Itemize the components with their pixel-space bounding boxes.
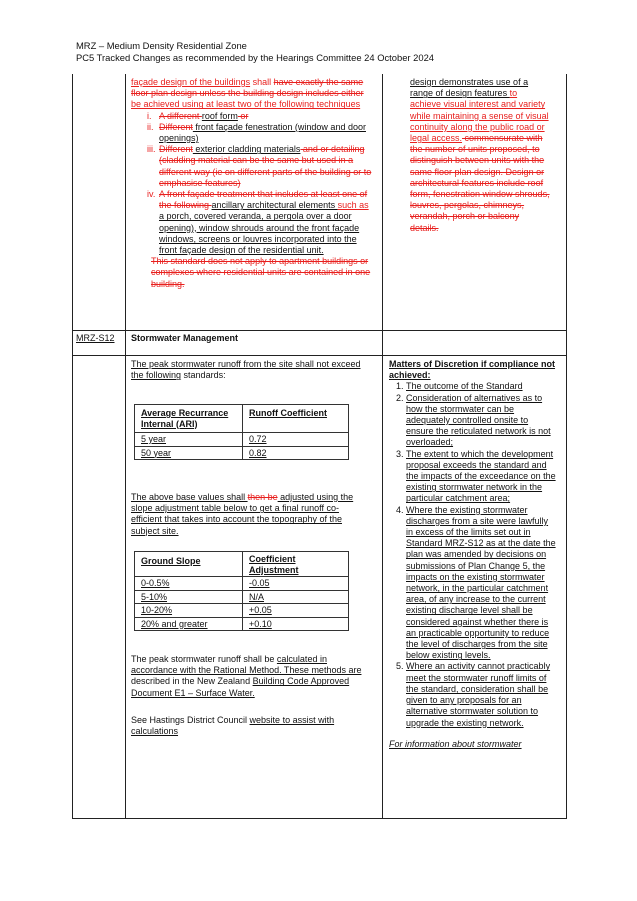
table-cell-label: 0-0.5%: [135, 577, 243, 591]
intro-run: have exactly the same floor plan design unless the building design includes either: [131, 77, 364, 99]
stormwater-info-link[interactable]: For information about stormwater: [389, 738, 522, 749]
stormwater-intro-text: [131, 359, 361, 381]
standard-title: Stormwater Management: [131, 333, 239, 343]
table-cell-label: 5 year: [135, 433, 243, 447]
stormwater-intro-run: The peak stormwater runoff from the: [131, 359, 279, 369]
council-website-text: [131, 715, 371, 737]
stormwater-intro-run: standards:: [181, 370, 226, 381]
ari-header: Average Recurrance Internal (ARI): [135, 405, 243, 433]
technique-run: Different: [159, 121, 193, 132]
technique-run: ancillary architectural elements: [211, 200, 338, 211]
intro-run: achieved using at least two of the following techniques: [141, 99, 361, 110]
matter-item: 3. The extent to which the development proposal exceeds the standard and the impacts of the exceedance on the existing stormwater network in the particular catchment area;: [406, 449, 557, 505]
website-run: See Hastings District Council: [131, 715, 250, 725]
table-cell-value: 0.82: [243, 446, 349, 460]
table-cell-value: N/A: [243, 590, 349, 604]
matters-list: [389, 381, 557, 728]
table-cell-value: +0.10: [243, 617, 349, 631]
table-cell-value: -0.05: [243, 577, 349, 591]
technique-number: ii.: [147, 121, 154, 132]
header-line-1: MRZ – Medium Density Residential Zone: [76, 40, 247, 51]
intro-run: façade design of the buildings: [131, 77, 251, 87]
row1-exemption-note: This standard does not apply to apartment buildings or complexes where residential units are contained in one building.: [151, 256, 371, 289]
table-border-col1: [125, 74, 126, 818]
slope-row: [135, 617, 349, 631]
technique-run: exterior cladding materials: [192, 144, 301, 155]
row1-matters-text: [410, 77, 550, 234]
technique-item: [131, 144, 374, 189]
right-run: design demonstrates use of a range of design features: [410, 77, 529, 99]
matter-item: 2. Consideration of alternatives as to how the stormwater can be adequately controlled onsite to ensure the reticulated network is not overloaded;: [406, 393, 557, 449]
slope-row: [135, 577, 349, 591]
table-border-col2: [382, 74, 383, 818]
standard-code: MRZ-S12: [76, 333, 115, 343]
table-cell-label: 20% and greater: [135, 617, 243, 631]
slope-adjustment-table: [134, 551, 349, 631]
technique-run: A different: [159, 110, 202, 121]
ari-coefficient-table: [134, 404, 349, 460]
table-cell-value: +0.05: [243, 604, 349, 618]
technique-run: such as: [337, 200, 369, 211]
rational-method-run: Building Code Approved Document E1 – Surface Water.: [131, 676, 350, 698]
table-cell-label: 10-20%: [135, 604, 243, 618]
adjustment-text: [131, 492, 371, 537]
rational-method-paragraph: [131, 654, 371, 699]
rational-method-run: The peak stormwater runoff shall be: [131, 654, 277, 664]
table-border-left: [72, 74, 73, 818]
technique-run: front façade fenestration (window and door openings): [159, 121, 366, 144]
row1-technique-list: [131, 111, 374, 257]
technique-run: and or detailing (cladding material can be the same but used in a different way (ie on different parts of the building or to emphasise features): [159, 144, 372, 188]
table-border-row2-bottom: [72, 355, 567, 356]
rational-method-text: [131, 654, 371, 699]
rational-method-run: calculated in accordance with the Rational Method. These methods are: [131, 654, 362, 676]
document-header: [76, 40, 434, 64]
coefficient-header: Runoff Coefficient: [243, 405, 349, 433]
matters-of-discretion: [389, 359, 557, 750]
technique-run: or: [237, 110, 249, 121]
intro-run: shall: [250, 77, 274, 87]
intro-run: be: [131, 99, 142, 110]
matter-item: 5. Where an activity cannot practicably meet the stormwater runoff limits of the standard, consideration shall be given to any proposals for an alternative stormwater solution to upgrade the existing network.: [406, 661, 557, 728]
matter-item: 1. The outcome of the Standard: [406, 381, 557, 392]
adjustment-paragraph: [131, 492, 371, 537]
rational-method-run: described in the New Zealand: [131, 676, 253, 687]
technique-item: [131, 111, 374, 122]
matter-item: 4. Where the existing stormwater discharges from a site were lawfully in excess of the limits set out in Standard MRZ-S12 as at the date the plan was amended by decisions on submissions of Plan Change 5, the impacts on the existing stormwater network, in the particular catchment area, of any increase to the current existing discharge level shall be considered against whether there is an practicable opportunity to reduce the level of discharges from the site below existing levels.: [406, 505, 557, 662]
right-run: commensurate with the number of units proposed, to distinguish between units with the same floor plan design. Design or architectural features include roof form, fenestration window shrouds, louvres, pergolas, chimneys, verandah, porch or balcony details.: [410, 133, 550, 233]
ground-slope-header: Ground Slope: [135, 552, 243, 577]
row1-standard-text: [131, 77, 374, 290]
stormwater-intro-run: site: [278, 359, 293, 369]
technique-run: Different: [159, 144, 193, 155]
technique-item: [131, 189, 374, 256]
table-border-bottom: [72, 818, 567, 819]
website-run: website to assist with calculations: [131, 715, 335, 737]
matters-title: Matters of Discretion if compliance not achieved:: [389, 359, 556, 381]
row1-intro: [131, 77, 374, 111]
technique-run: A front façade treatment that includes at least one of the following: [159, 189, 368, 211]
table-cell-label: 5-10%: [135, 590, 243, 604]
technique-run: roof form: [201, 110, 238, 121]
table-cell-label: 50 year: [135, 446, 243, 460]
row1-right-paragraph: [410, 77, 550, 234]
coefficient-adjustment-header: Coefficient Adjustment: [243, 552, 349, 577]
slope-row: [135, 604, 349, 618]
ari-row: [135, 433, 349, 447]
council-website-paragraph: [131, 715, 371, 737]
table-cell-value: 0.72: [243, 433, 349, 447]
right-run: to achieve visual interest and variety while maintaining a sense of visual continuity along the public road or legal access.: [410, 88, 549, 144]
ari-row: [135, 446, 349, 460]
technique-run: a porch, covered veranda, a pergola over a door opening), window shrouds around the front façade windows, screens or louvres incorporated into the front façade design of the residential unit.: [159, 211, 360, 256]
adjustment-run: The above base values shall: [131, 492, 248, 502]
adjustment-run: then be: [247, 492, 278, 502]
stormwater-intro: [131, 359, 361, 381]
technique-item: [131, 122, 374, 144]
table-border-right: [566, 74, 567, 818]
stormwater-intro-run: shall not exceed the following: [131, 359, 361, 381]
header-line-2: PC5 Tracked Changes as recommended by the Hearings Committee 24 October 2024: [76, 52, 434, 63]
technique-number: iii.: [147, 144, 156, 155]
technique-number: iv.: [147, 189, 156, 200]
slope-row: [135, 590, 349, 604]
table-border-row1-bottom: [72, 330, 567, 331]
adjustment-run: adjusted using the slope adjustment table below to get a final runoff co- efficient that takes into account the topography of the subject site.: [131, 492, 354, 536]
technique-number: i.: [147, 110, 152, 121]
